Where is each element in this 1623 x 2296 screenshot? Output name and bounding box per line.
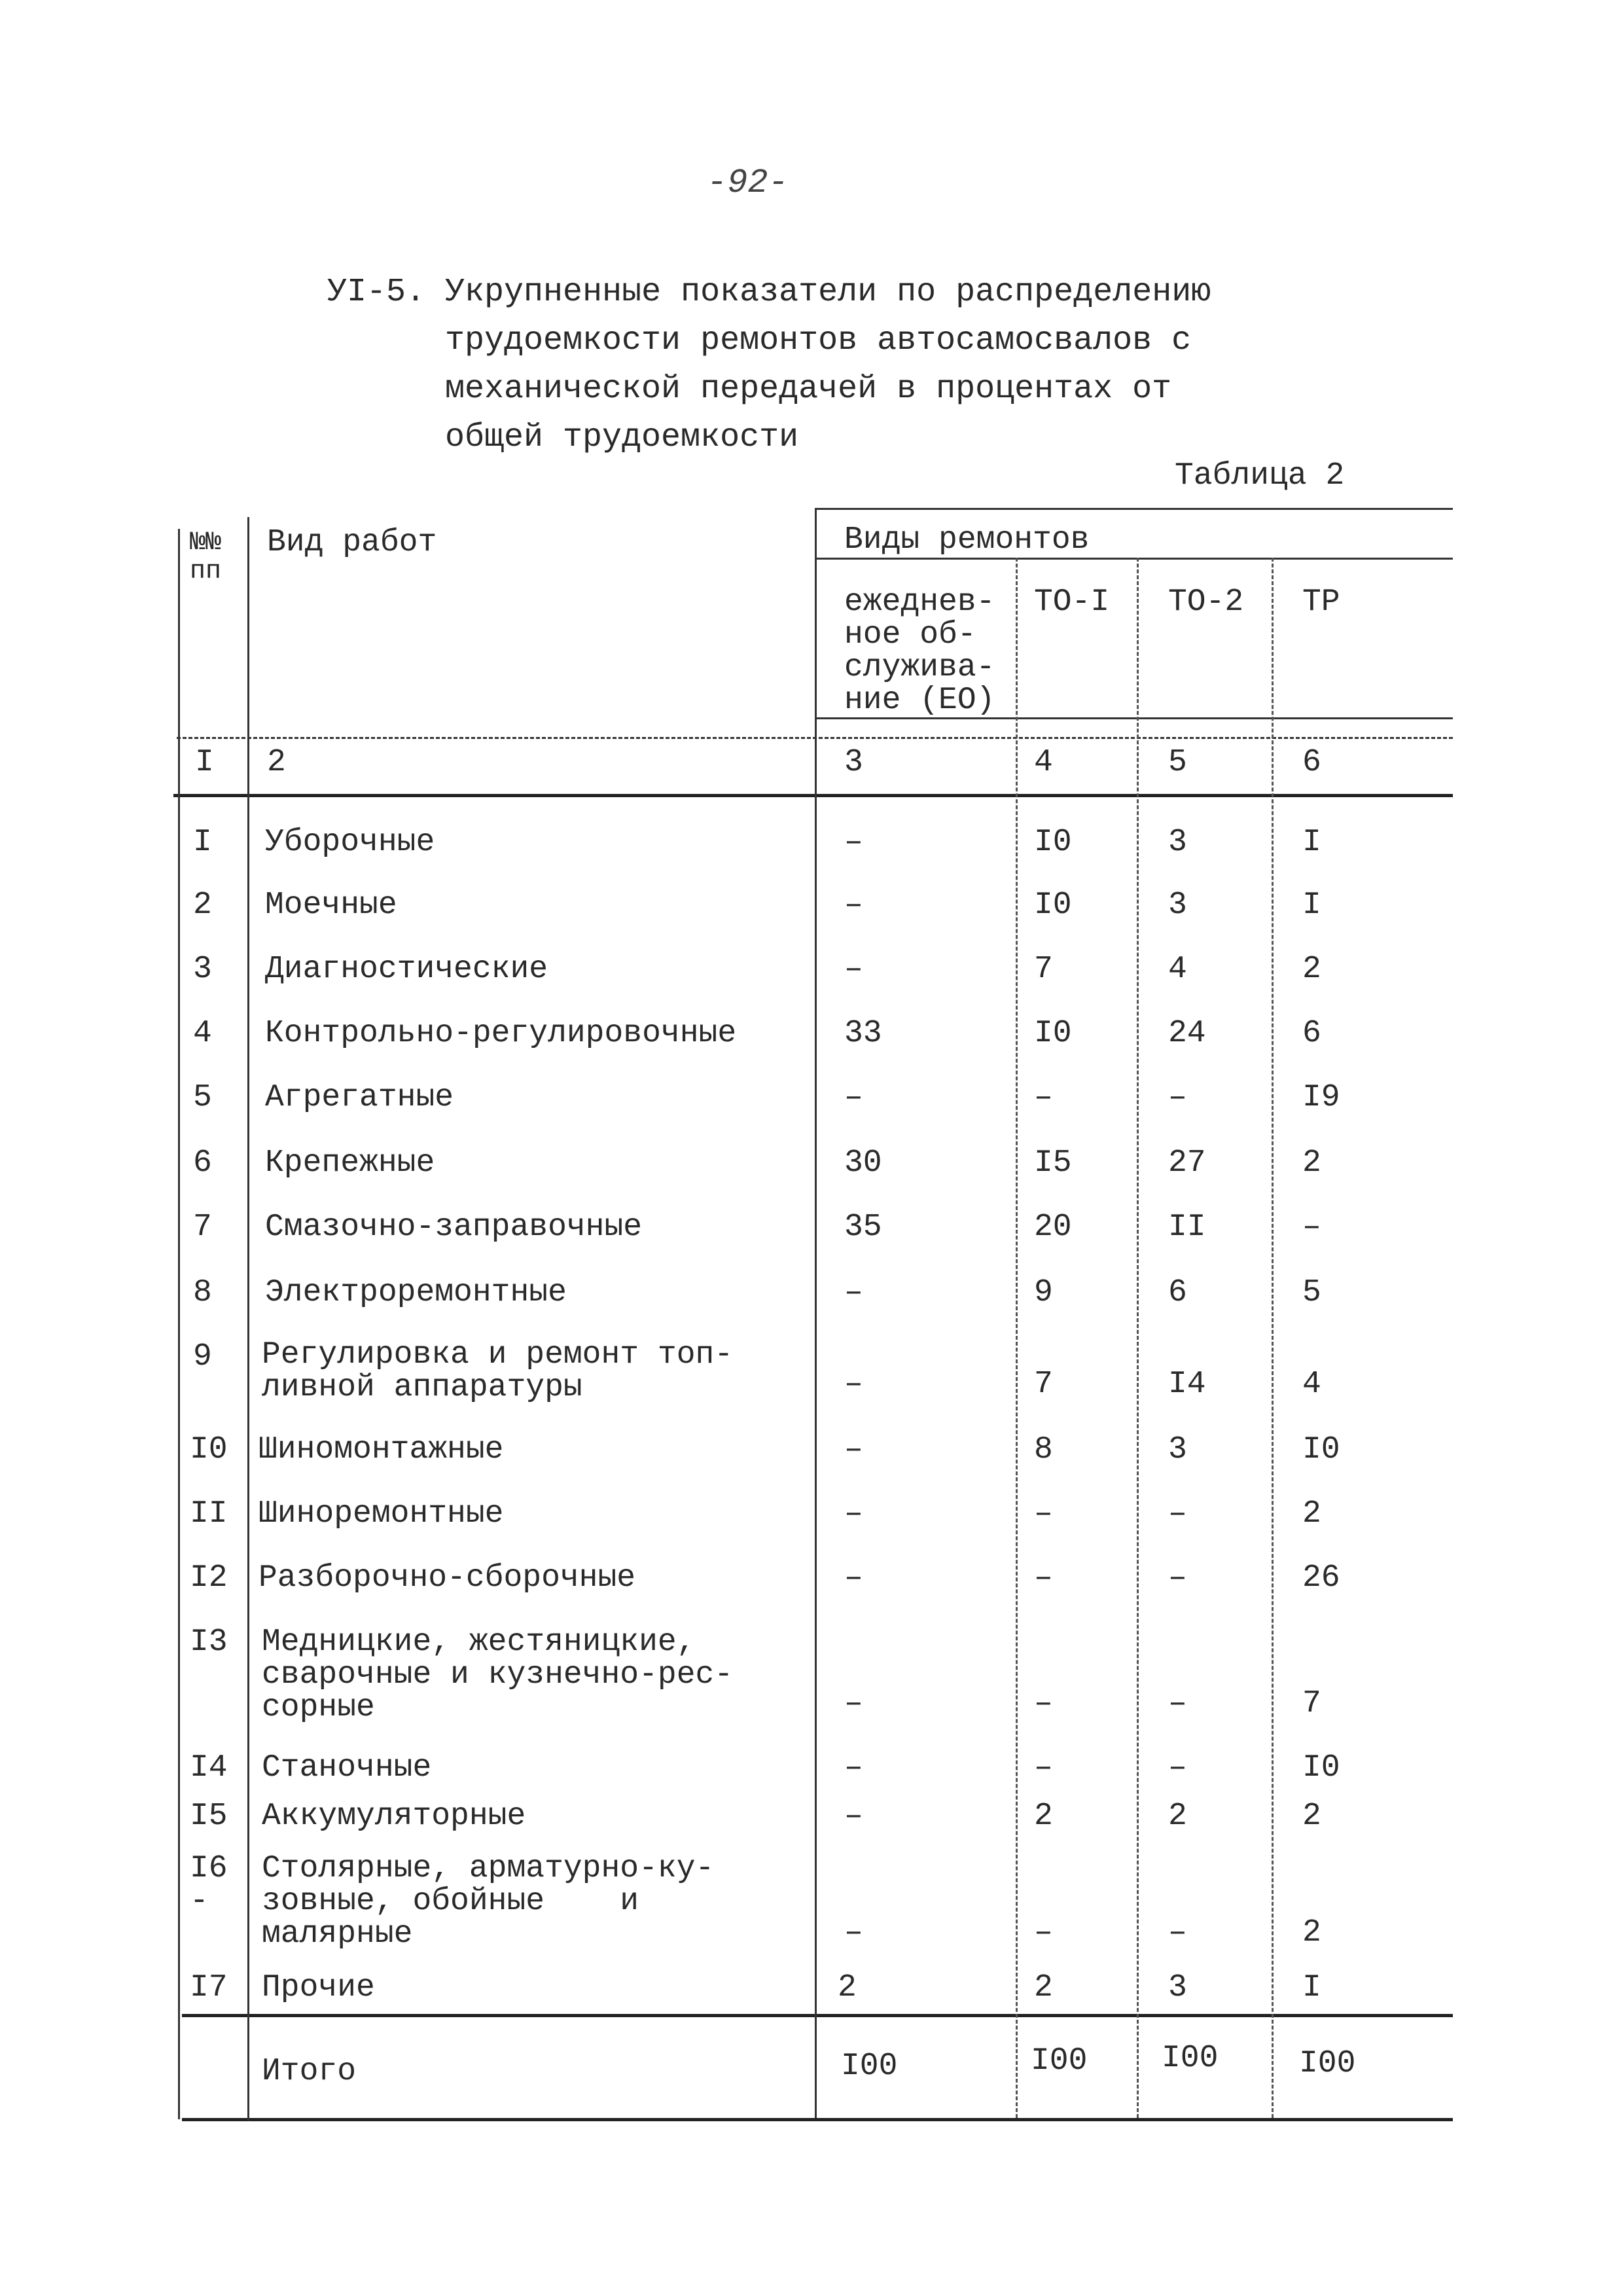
row-to1: 7 — [1034, 1367, 1053, 1402]
col-number: I — [195, 745, 214, 780]
row-to1: – — [1034, 1686, 1053, 1721]
row-tr: I — [1302, 1970, 1321, 2005]
row-eo: – — [844, 1080, 863, 1115]
row-num: I2 — [190, 1560, 228, 1596]
row-name: Моечные — [265, 888, 397, 923]
row-num: 3 — [193, 952, 212, 987]
row-name — [262, 1626, 733, 1724]
header-eo-line: ние (ЕО) — [844, 683, 995, 718]
row-name-line: Столярные, арматурно-ку- — [262, 1851, 715, 1886]
row-eo: – — [844, 1432, 863, 1467]
row-to2: 27 — [1168, 1145, 1206, 1181]
row-tr: 4 — [1302, 1367, 1321, 1402]
rule — [815, 508, 817, 2118]
row-eo: 2 — [838, 1970, 857, 2005]
row-tr: 2 — [1302, 1496, 1321, 1532]
rule — [247, 517, 249, 2121]
row-name: Крепежные — [265, 1145, 435, 1181]
row-eo: – — [844, 1560, 863, 1596]
row-tr: I — [1302, 825, 1321, 860]
row-name: Шиноремонтные — [259, 1496, 504, 1532]
rule — [173, 794, 1453, 797]
header-eo-line: ежеднев- — [844, 584, 995, 620]
row-to1: – — [1034, 1496, 1053, 1532]
row-tr: 26 — [1302, 1560, 1340, 1596]
row-to1: – — [1034, 1080, 1053, 1115]
header-work-type: Вид работ — [267, 525, 437, 560]
row-to2: 3 — [1168, 825, 1187, 860]
row-name: Смазочно-заправочные — [265, 1210, 643, 1245]
row-tr: 2 — [1302, 1915, 1321, 1950]
row-to2: – — [1168, 1496, 1187, 1532]
rule — [815, 508, 1453, 510]
row-eo: – — [844, 1496, 863, 1532]
row-to2: – — [1168, 1750, 1187, 1785]
row-tr: 6 — [1302, 1016, 1321, 1051]
total-label: Итого — [262, 2054, 357, 2089]
row-name: Диагностические — [265, 952, 548, 987]
row-tr: I0 — [1302, 1432, 1340, 1467]
row-to2: 6 — [1168, 1275, 1187, 1310]
row-name: Разборочно-сборочные — [259, 1560, 636, 1596]
row-num: I0 — [190, 1432, 228, 1467]
row-eo: 30 — [844, 1145, 882, 1181]
header-eo-line: ное об- — [844, 617, 976, 653]
total-to1: I00 — [1031, 2043, 1088, 2079]
col-number: 5 — [1168, 745, 1187, 780]
row-name: Прочие — [262, 1970, 375, 2005]
row-to1: 20 — [1034, 1210, 1072, 1245]
row-tr: I9 — [1302, 1080, 1340, 1115]
header-to2: ТО-2 — [1168, 584, 1244, 620]
row-tr: 2 — [1302, 1799, 1321, 1834]
row-num: I6 - — [190, 1851, 228, 1919]
row-to1: 8 — [1034, 1432, 1053, 1467]
header-repair-types: Виды ремонтов — [844, 522, 1090, 558]
header-eo-line: служива- — [844, 650, 995, 685]
row-to1: 2 — [1034, 1970, 1053, 2005]
row-to1: 9 — [1034, 1275, 1053, 1310]
col-number: 3 — [844, 745, 863, 780]
row-tr: 7 — [1302, 1686, 1321, 1721]
heading-line: УI-5. Укрупненные показатели по распределению — [327, 274, 1211, 311]
heading-line: общей трудоемкости — [445, 419, 799, 456]
row-eo: – — [844, 952, 863, 987]
rule — [182, 2014, 1453, 2017]
row-eo: – — [844, 1799, 863, 1834]
row-to2: 3 — [1168, 1970, 1187, 2005]
rule — [1016, 558, 1018, 2118]
row-num: I3 — [190, 1624, 228, 1660]
row-to1: 7 — [1034, 952, 1053, 987]
row-num: 5 — [193, 1080, 212, 1115]
row-eo: – — [844, 1686, 863, 1721]
row-num: 2 — [193, 888, 212, 923]
row-name — [262, 1338, 733, 1404]
rule — [815, 558, 1453, 560]
row-to2: 3 — [1168, 888, 1187, 923]
row-to2: II — [1168, 1210, 1206, 1245]
row-eo: – — [844, 1275, 863, 1310]
heading-line: трудоемкости ремонтов автосамосвалов с — [445, 322, 1192, 359]
total-to2: I00 — [1162, 2041, 1219, 2076]
row-to2: 4 — [1168, 952, 1187, 987]
row-tr: – — [1302, 1210, 1321, 1245]
row-name: Уборочные — [265, 825, 435, 860]
row-tr: I0 — [1302, 1750, 1340, 1785]
row-to1: 2 — [1034, 1799, 1053, 1834]
row-name-line: зовные, обойные и — [262, 1884, 639, 1919]
row-to2: – — [1168, 1560, 1187, 1596]
row-name: Станочные — [262, 1750, 432, 1785]
row-name: Контрольно-регулировочные — [265, 1016, 737, 1051]
header-num: №№ пп — [190, 528, 222, 586]
row-name-line: сорные — [262, 1690, 375, 1725]
row-to2: I4 — [1168, 1367, 1206, 1402]
row-to2: 2 — [1168, 1799, 1187, 1834]
col-number: 6 — [1302, 745, 1321, 780]
row-num: 4 — [193, 1016, 212, 1051]
row-name-line: ливной аппаратуры — [262, 1370, 582, 1405]
header-to1: ТО-I — [1034, 584, 1110, 620]
table-caption: Таблица 2 — [1175, 458, 1345, 493]
row-to2: – — [1168, 1080, 1187, 1115]
row-to2: 3 — [1168, 1432, 1187, 1467]
row-num: II — [190, 1496, 228, 1532]
row-num: 6 — [193, 1145, 212, 1181]
rule — [1137, 558, 1139, 2118]
row-num: I7 — [190, 1970, 228, 2005]
row-name-line: Регулировка и ремонт топ- — [262, 1337, 734, 1372]
row-eo: 35 — [844, 1210, 882, 1245]
row-tr: I — [1302, 888, 1321, 923]
col-number: 2 — [267, 745, 286, 780]
row-eo: – — [844, 1367, 863, 1402]
row-eo: – — [844, 1915, 863, 1950]
rule — [182, 2118, 1453, 2121]
row-eo: – — [844, 825, 863, 860]
row-eo: – — [844, 1750, 863, 1785]
row-to2: – — [1168, 1686, 1187, 1721]
heading-line: механической передачей в процентах от — [445, 370, 1172, 408]
row-num: I5 — [190, 1799, 228, 1834]
header-eo — [844, 586, 995, 717]
row-name: Агрегатные — [265, 1080, 454, 1115]
row-name — [262, 1852, 714, 1950]
row-name: Электроремонтные — [265, 1275, 567, 1310]
row-to1: I0 — [1034, 888, 1072, 923]
rule — [1272, 558, 1274, 2118]
total-eo: I00 — [841, 2049, 898, 2084]
row-to1: – — [1034, 1915, 1053, 1950]
row-to1: – — [1034, 1750, 1053, 1785]
row-tr: 2 — [1302, 1145, 1321, 1181]
row-to2: – — [1168, 1915, 1187, 1950]
row-name-line: сварочные и кузнечно-рес- — [262, 1657, 734, 1693]
row-to1: I5 — [1034, 1145, 1072, 1181]
row-num: 7 — [193, 1210, 212, 1245]
col-number: 4 — [1034, 745, 1053, 780]
header-tr: ТР — [1302, 584, 1340, 620]
row-eo: 33 — [844, 1016, 882, 1051]
page-number: -92- — [707, 164, 789, 202]
row-to1: I0 — [1034, 1016, 1072, 1051]
row-tr: 5 — [1302, 1275, 1321, 1310]
rule — [178, 529, 180, 2119]
row-to1: I0 — [1034, 825, 1072, 860]
row-eo: – — [844, 888, 863, 923]
total-tr: I00 — [1299, 2046, 1356, 2081]
row-name-line: Медницкие, жестяницкие, — [262, 1624, 696, 1660]
row-to1: – — [1034, 1560, 1053, 1596]
row-num: 9 — [193, 1339, 212, 1374]
row-num: I4 — [190, 1750, 228, 1785]
row-name: Аккумуляторные — [262, 1799, 526, 1834]
row-name: Шиномонтажные — [259, 1432, 504, 1467]
row-num: 8 — [193, 1275, 212, 1310]
row-to2: 24 — [1168, 1016, 1206, 1051]
row-name-line: малярные — [262, 1916, 413, 1952]
row-num: I — [193, 825, 212, 860]
row-tr: 2 — [1302, 952, 1321, 987]
